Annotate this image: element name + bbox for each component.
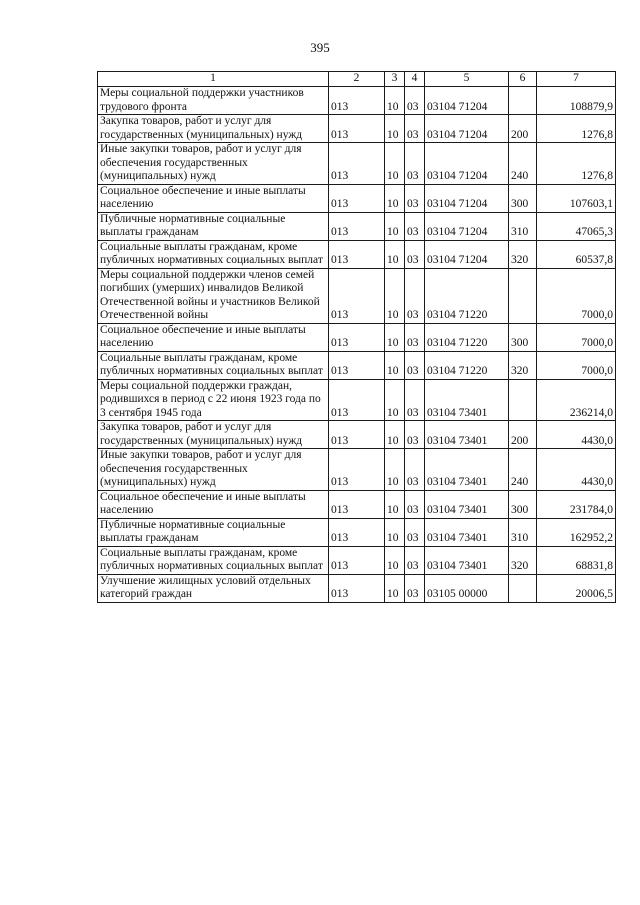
row-subsection-cell: 03 (405, 351, 425, 379)
row-type-cell: 310 (509, 518, 537, 546)
row-target-cell: 03104 73401 (425, 421, 509, 449)
row-type-cell: 320 (509, 351, 537, 379)
row-name-cell: Меры социальной поддержки участников трудового фронта (98, 87, 329, 115)
row-target-cell: 03104 71220 (425, 268, 509, 323)
row-type-cell (509, 268, 537, 323)
row-target-cell: 03104 71204 (425, 87, 509, 115)
row-name-cell: Публичные нормативные социальные выплаты гражданам (98, 518, 329, 546)
row-name-cell: Социальные выплаты гражданам, кроме публичных нормативных социальных выплат (98, 546, 329, 574)
table-row (98, 115, 616, 143)
row-name-cell: Закупка товаров, работ и услуг для государственных (муниципальных) нужд (98, 421, 329, 449)
row-target-cell: 03104 71204 (425, 240, 509, 268)
page-number: 395 (310, 40, 330, 55)
row-amount-cell: 107603,1 (537, 184, 616, 212)
row-amount-cell: 108879,9 (537, 87, 616, 115)
row-subsection-cell: 03 (405, 546, 425, 574)
row-subsection-cell: 03 (405, 574, 425, 602)
row-amount-cell: 60537,8 (537, 240, 616, 268)
row-amount-cell: 68831,8 (537, 546, 616, 574)
table-row (98, 379, 616, 421)
row-code-cell: 013 (329, 240, 385, 268)
table-row (98, 449, 616, 491)
row-type-cell: 300 (509, 490, 537, 518)
row-name-cell: Социальные выплаты гражданам, кроме публичных нормативных социальных выплат (98, 240, 329, 268)
row-target-cell: 03105 00000 (425, 574, 509, 602)
row-subsection-cell: 03 (405, 240, 425, 268)
row-subsection-cell: 03 (405, 87, 425, 115)
column-header: 5 (425, 72, 509, 87)
row-section-cell: 10 (385, 421, 405, 449)
row-code-cell: 013 (329, 323, 385, 351)
table-row (98, 574, 616, 602)
row-name-cell: Социальное обеспечение и иные выплаты населению (98, 490, 329, 518)
row-amount-cell: 7000,0 (537, 351, 616, 379)
row-section-cell: 10 (385, 143, 405, 185)
row-subsection-cell: 03 (405, 268, 425, 323)
row-type-cell: 320 (509, 546, 537, 574)
row-subsection-cell: 03 (405, 143, 425, 185)
row-type-cell (509, 574, 537, 602)
row-target-cell: 03104 71220 (425, 323, 509, 351)
table-body (98, 87, 616, 603)
row-section-cell: 10 (385, 574, 405, 602)
table-row (98, 518, 616, 546)
row-name-cell: Публичные нормативные социальные выплаты гражданам (98, 212, 329, 240)
row-name-cell: Иные закупки товаров, работ и услуг для обеспечения государственных (муниципальных) нужд (98, 449, 329, 491)
table-row (98, 87, 616, 115)
row-subsection-cell: 03 (405, 449, 425, 491)
row-amount-cell: 231784,0 (537, 490, 616, 518)
row-subsection-cell: 03 (405, 490, 425, 518)
row-section-cell: 10 (385, 518, 405, 546)
row-code-cell: 013 (329, 115, 385, 143)
row-target-cell: 03104 71220 (425, 351, 509, 379)
row-type-cell: 320 (509, 240, 537, 268)
row-amount-cell: 4430,0 (537, 449, 616, 491)
row-section-cell: 10 (385, 323, 405, 351)
row-target-cell: 03104 71204 (425, 143, 509, 185)
row-subsection-cell: 03 (405, 379, 425, 421)
row-code-cell: 013 (329, 518, 385, 546)
row-subsection-cell: 03 (405, 518, 425, 546)
column-header: 7 (537, 72, 616, 87)
row-type-cell: 240 (509, 143, 537, 185)
row-target-cell: 03104 73401 (425, 546, 509, 574)
row-target-cell: 03104 73401 (425, 379, 509, 421)
row-code-cell: 013 (329, 490, 385, 518)
row-section-cell: 10 (385, 115, 405, 143)
row-type-cell (509, 379, 537, 421)
row-code-cell: 013 (329, 184, 385, 212)
table-row (98, 546, 616, 574)
row-section-cell: 10 (385, 212, 405, 240)
row-section-cell: 10 (385, 449, 405, 491)
row-subsection-cell: 03 (405, 212, 425, 240)
row-code-cell: 013 (329, 449, 385, 491)
row-amount-cell: 1276,8 (537, 143, 616, 185)
table-row (98, 351, 616, 379)
row-amount-cell: 47065,3 (537, 212, 616, 240)
row-type-cell (509, 87, 537, 115)
row-code-cell: 013 (329, 574, 385, 602)
row-amount-cell: 236214,0 (537, 379, 616, 421)
row-amount-cell: 4430,0 (537, 421, 616, 449)
row-subsection-cell: 03 (405, 323, 425, 351)
row-amount-cell: 162952,2 (537, 518, 616, 546)
row-target-cell: 03104 71204 (425, 184, 509, 212)
row-name-cell: Социальное обеспечение и иные выплаты населению (98, 323, 329, 351)
column-header: 2 (329, 72, 385, 87)
row-code-cell: 013 (329, 268, 385, 323)
row-code-cell: 013 (329, 87, 385, 115)
row-name-cell: Закупка товаров, работ и услуг для государственных (муниципальных) нужд (98, 115, 329, 143)
row-name-cell: Иные закупки товаров, работ и услуг для обеспечения государственных (муниципальных) нужд (98, 143, 329, 185)
row-section-cell: 10 (385, 546, 405, 574)
row-code-cell: 013 (329, 351, 385, 379)
row-name-cell: Социальное обеспечение и иные выплаты населению (98, 184, 329, 212)
row-name-cell: Меры социальной поддержки членов семей погибших (умерших) инвалидов Великой Отечественной войны и участников Великой Отечественной войны (98, 268, 329, 323)
row-subsection-cell: 03 (405, 184, 425, 212)
row-section-cell: 10 (385, 87, 405, 115)
table-header-row (98, 72, 616, 87)
table-row (98, 240, 616, 268)
budget-table (97, 71, 616, 603)
row-amount-cell: 1276,8 (537, 115, 616, 143)
row-section-cell: 10 (385, 379, 405, 421)
row-code-cell: 013 (329, 379, 385, 421)
row-target-cell: 03104 73401 (425, 490, 509, 518)
table-row (98, 490, 616, 518)
row-section-cell: 10 (385, 184, 405, 212)
row-code-cell: 013 (329, 421, 385, 449)
row-amount-cell: 20006,5 (537, 574, 616, 602)
row-section-cell: 10 (385, 490, 405, 518)
row-type-cell: 240 (509, 449, 537, 491)
column-header: 6 (509, 72, 537, 87)
column-header: 3 (385, 72, 405, 87)
row-name-cell: Социальные выплаты гражданам, кроме публичных нормативных социальных выплат (98, 351, 329, 379)
row-section-cell: 10 (385, 268, 405, 323)
row-type-cell: 200 (509, 421, 537, 449)
column-header: 4 (405, 72, 425, 87)
table-row (98, 184, 616, 212)
row-code-cell: 013 (329, 143, 385, 185)
row-amount-cell: 7000,0 (537, 268, 616, 323)
row-type-cell: 300 (509, 184, 537, 212)
table-row (98, 143, 616, 185)
row-code-cell: 013 (329, 546, 385, 574)
row-section-cell: 10 (385, 240, 405, 268)
table-row (98, 212, 616, 240)
row-subsection-cell: 03 (405, 421, 425, 449)
row-type-cell: 200 (509, 115, 537, 143)
row-target-cell: 03104 73401 (425, 449, 509, 491)
table-row (98, 268, 616, 323)
row-target-cell: 03104 71204 (425, 115, 509, 143)
row-type-cell: 300 (509, 323, 537, 351)
row-target-cell: 03104 73401 (425, 518, 509, 546)
row-section-cell: 10 (385, 351, 405, 379)
row-target-cell: 03104 71204 (425, 212, 509, 240)
row-amount-cell: 7000,0 (537, 323, 616, 351)
row-name-cell: Меры социальной поддержки граждан, родившихся в период с 22 июня 1923 года по 3 сентября 1945 года (98, 379, 329, 421)
table-row (98, 323, 616, 351)
column-header: 1 (98, 72, 329, 87)
row-code-cell: 013 (329, 212, 385, 240)
row-name-cell: Улучшение жилищных условий отдельных категорий граждан (98, 574, 329, 602)
table-row (98, 421, 616, 449)
row-subsection-cell: 03 (405, 115, 425, 143)
row-type-cell: 310 (509, 212, 537, 240)
